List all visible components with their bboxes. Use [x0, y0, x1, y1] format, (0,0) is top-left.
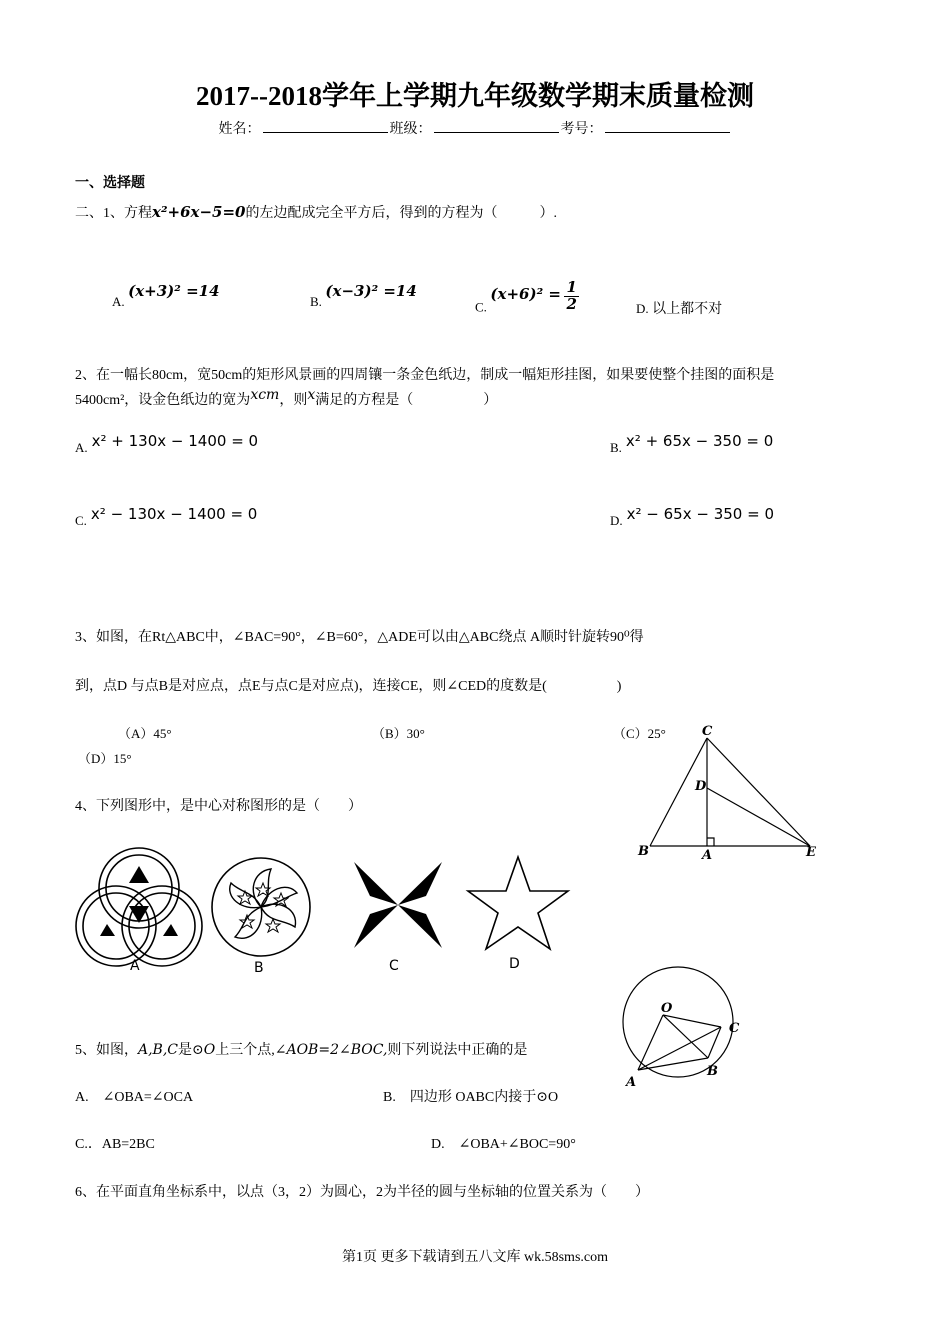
- figure-label-c: C: [389, 958, 399, 974]
- q3-option-b[interactable]: （B）30°: [372, 726, 425, 741]
- q5-option-a[interactable]: A. ∠OBA=∠OCA: [75, 1090, 194, 1105]
- q2-option-a[interactable]: [75, 432, 259, 457]
- q2-line2: [75, 389, 497, 409]
- option-label: D.: [636, 301, 649, 316]
- q5-text: 上三个点,: [215, 1043, 275, 1058]
- option-label: B.: [310, 294, 322, 309]
- figure-b-flower-emblem[interactable]: [207, 853, 317, 963]
- figure-c-black-diamonds[interactable]: [350, 860, 450, 960]
- q1-prefix: 二、1、方程: [75, 206, 152, 221]
- class-blank[interactable]: [434, 120, 559, 133]
- q2-text: 5400cm²，设金色纸边的宽为: [75, 393, 251, 408]
- figure-d-star[interactable]: [468, 855, 578, 955]
- fraction-denominator: 2: [566, 294, 577, 313]
- q3-option-d[interactable]: （D）15°: [78, 751, 132, 766]
- point-label-c: C: [702, 724, 713, 739]
- q1-option-c[interactable]: [475, 278, 579, 325]
- q5-stem: [75, 1039, 527, 1059]
- name-label: 姓名：: [218, 122, 261, 137]
- q5-text: 是⊙: [178, 1043, 204, 1058]
- fraction-numerator: 1: [566, 278, 577, 296]
- name-blank[interactable]: [263, 120, 388, 133]
- q3-line2: 到，点D 与点B是对应点，点E与点C是对应点)，连接CE，则∠CED的度数是( ): [75, 679, 622, 694]
- q5-vars: A,B,C: [138, 1042, 179, 1058]
- option-label: A.: [112, 294, 125, 309]
- figure-label-d: D: [509, 956, 520, 972]
- point-label-d: D: [695, 779, 707, 794]
- triangle-rotation-figure: [630, 722, 830, 872]
- q4-stem: 4、下列图形中，是中心对称图形的是（ ）: [75, 799, 362, 814]
- option-label: D.: [610, 513, 623, 528]
- point-label-c: C: [729, 1021, 740, 1036]
- q2-option-d[interactable]: [610, 505, 774, 530]
- q1-option-a[interactable]: [112, 282, 220, 311]
- q3-line1: 3、如图，在Rt△ABC中，∠BAC=90°，∠B=60°，△ADE可以由△ABC绕点 A顺时针旋转90⁰得: [75, 630, 644, 645]
- page-footer: 第1页 更多下载请到五八文库 wk.58sms.com: [342, 1250, 608, 1265]
- figure-label-a: A: [130, 958, 140, 974]
- segment-oc: [663, 1015, 721, 1027]
- option-label: B.: [610, 440, 622, 455]
- segment-oa: [638, 1015, 663, 1070]
- q5-relation: ∠AOB=2∠BOC,: [274, 1042, 388, 1058]
- q1-equation: x²+6x−5=0: [152, 203, 246, 221]
- option-math: (x+6)² =: [490, 285, 561, 304]
- q6-stem: 6、在平面直角坐标系中，以点（3，2）为圆心，2为半径的圆与坐标轴的位置关系为（ ）: [75, 1185, 649, 1200]
- point-label-e: E: [806, 845, 816, 860]
- option-label: C.: [75, 513, 87, 528]
- point-label-a: A: [626, 1075, 637, 1090]
- segment-ce: [707, 738, 810, 846]
- option-math: (x+3)² =14: [128, 282, 220, 300]
- q1-stem: [75, 202, 557, 222]
- option-label: C.: [475, 299, 487, 315]
- segment-bc: [708, 1027, 721, 1058]
- figure-label-b: B: [254, 960, 264, 976]
- number-label: 考号：: [560, 122, 603, 137]
- q2-text: ，则: [279, 393, 308, 408]
- option-math: x² − 130x − 1400 = 0: [90, 505, 258, 523]
- option-label: A.: [75, 440, 88, 455]
- class-label: 班级：: [389, 122, 432, 137]
- student-info-line: [0, 118, 950, 138]
- q5-text: 则下列说法中正确的是: [387, 1043, 528, 1058]
- right-angle-mark: [707, 838, 714, 846]
- option-text: 以上都不对: [652, 302, 723, 317]
- number-blank[interactable]: [605, 120, 730, 133]
- page-title: 2017--2018学年上学期九年级数学期末质量检测: [196, 81, 754, 111]
- q2-var-xcm: xcm: [250, 387, 280, 403]
- q5-option-c[interactable]: C.．AB=2BC: [75, 1137, 155, 1152]
- q5-option-b[interactable]: B. 四边形 OABC内接于⊙O: [383, 1090, 559, 1105]
- q2-text: 满足的方程是（ ）: [315, 393, 498, 408]
- point-label-b: B: [638, 844, 649, 859]
- circle-oabc-figure: [608, 962, 768, 1092]
- q3-option-c[interactable]: （C）25°: [613, 726, 666, 741]
- q1-suffix: 的左边配成完全平方后，得到的方程为（ ）.: [245, 206, 557, 221]
- q2-option-b[interactable]: [610, 432, 774, 457]
- option-math: x² − 65x − 350 = 0: [626, 505, 774, 523]
- q5-text: 5、如图，: [75, 1043, 138, 1058]
- figure-a-interlocking-circles[interactable]: [72, 840, 212, 970]
- q2-var-x: x: [307, 387, 316, 403]
- option-math: x² + 65x − 350 = 0: [625, 432, 774, 450]
- segment-ob: [663, 1015, 708, 1058]
- point-label-a: A: [702, 848, 713, 863]
- segment-de: [707, 788, 810, 846]
- option-math: x² + 130x − 1400 = 0: [91, 432, 259, 450]
- point-label-b: B: [707, 1064, 718, 1079]
- section-heading: 一、选择题: [75, 176, 145, 191]
- q2-line1: 2、在一幅长80cm，宽50cm的矩形风景画的四周镶一条金色纸边，制成一幅矩形挂图，如果要使整个挂图的面积是: [75, 368, 775, 383]
- q5-var-o: O: [203, 1042, 216, 1058]
- point-label-o: O: [661, 1001, 673, 1016]
- q1-option-d[interactable]: [636, 298, 722, 318]
- q1-option-b[interactable]: [310, 282, 417, 311]
- q3-option-a[interactable]: （A）45°: [118, 726, 172, 741]
- option-math: (x−3)² =14: [325, 282, 417, 300]
- q2-option-c[interactable]: [75, 505, 258, 530]
- q5-option-d[interactable]: D. ∠OBA+∠BOC=90°: [431, 1137, 576, 1152]
